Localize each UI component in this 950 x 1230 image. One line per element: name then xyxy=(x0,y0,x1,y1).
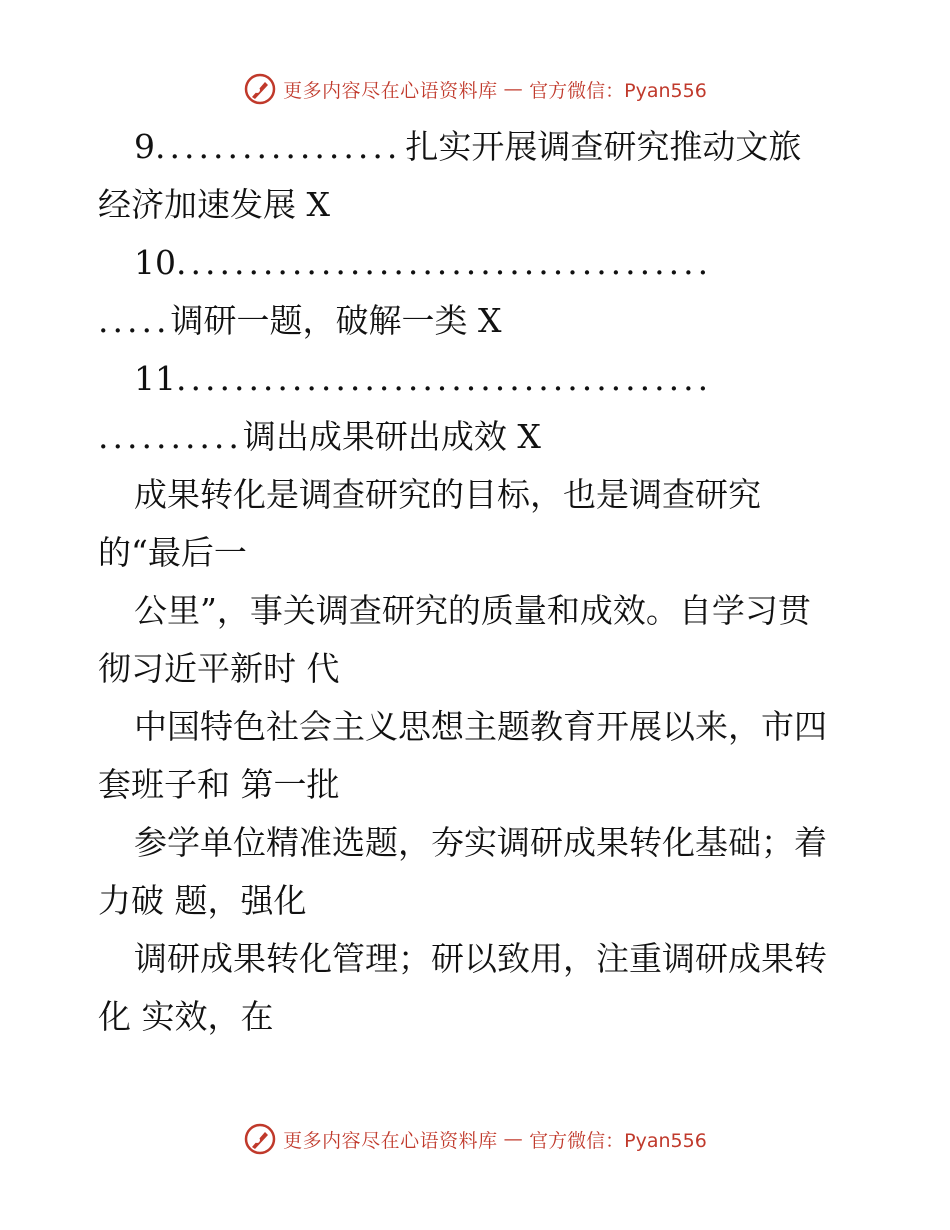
paragraph-line: 调研成果转化管理；研以致用，注重调研成果转 xyxy=(134,939,827,978)
banner-text: 更多内容尽在心语资料库 xyxy=(283,79,498,102)
paragraph-line: 公里”，事关调查研究的质量和成效。自学习贯 xyxy=(134,591,811,630)
banner-text: 更多内容尽在心语资料库 xyxy=(283,1129,498,1152)
banner-separator: — xyxy=(503,78,524,100)
toc-leader-dots: .......... xyxy=(98,417,243,456)
paragraph-line: 的“最后一 xyxy=(98,533,247,572)
paragraph-line: 成果转化是调查研究的目标，也是调查研究 xyxy=(134,475,761,514)
pen-logo-icon xyxy=(243,1122,277,1156)
toc-leader-dots: ..... xyxy=(98,301,171,340)
toc-number: 9. xyxy=(134,127,166,166)
paragraph-line: 套班子和 第一批 xyxy=(98,765,340,804)
paragraph-line: 参学单位精准选题，夯实调研成果转化基础；着 xyxy=(134,823,827,862)
toc-title: 调研一题，破解一类 X xyxy=(170,301,502,340)
banner-wechat: 官方微信：Pyan556 xyxy=(529,1129,707,1152)
header-watermark xyxy=(0,72,950,106)
toc-number: 11. xyxy=(134,359,187,398)
pen-logo-icon xyxy=(243,72,277,106)
banner-wechat: 官方微信：Pyan556 xyxy=(529,79,707,102)
toc-title: 扎实开展调查研究推动文旅 xyxy=(405,127,802,166)
paragraph-line: 中国特色社会主义思想主题教育开展以来，市四 xyxy=(134,707,827,746)
toc-item-10 xyxy=(98,234,858,292)
toc-number: 10. xyxy=(134,243,187,282)
paragraph-line: 彻习近平新时 代 xyxy=(98,649,340,688)
toc-title-line xyxy=(98,292,858,350)
paragraph-line: 力破 题，强化 xyxy=(98,881,307,920)
banner-separator: — xyxy=(503,1128,524,1150)
toc-leader-dots: .................................... xyxy=(190,243,713,282)
document-body xyxy=(98,118,858,1046)
toc-title: 调出成果研出成效 X xyxy=(242,417,541,456)
toc-item-11 xyxy=(98,350,858,408)
footer-watermark xyxy=(0,1122,950,1156)
toc-leader-dots: ................ xyxy=(169,127,402,166)
toc-title-continued: 经济加速发展 X xyxy=(98,185,330,224)
toc-leader-dots: .................................... xyxy=(190,359,713,398)
paragraph-line: 化 实效，在 xyxy=(98,997,274,1036)
toc-item-9 xyxy=(98,118,858,176)
toc-title-line xyxy=(98,408,858,466)
